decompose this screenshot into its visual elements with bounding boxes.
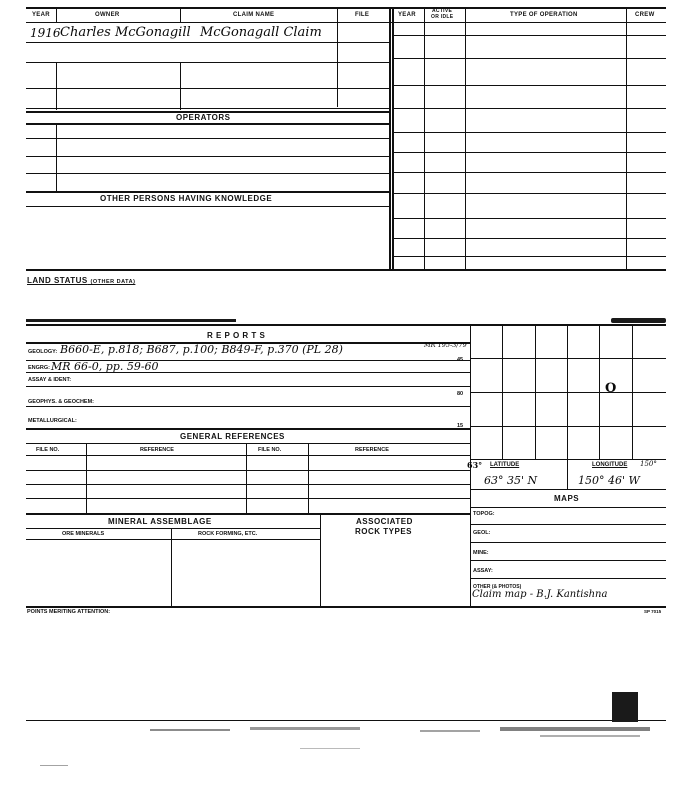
latitude-prefix: 63°	[467, 460, 483, 470]
entry-owner: Charles McGonagill	[60, 25, 191, 40]
latitude-value: 63° 35' N	[484, 474, 538, 487]
latitude-label: LATITUDE	[490, 462, 520, 468]
entry-claim-name: McGonagall Claim	[200, 25, 322, 40]
header-owner: OWNER	[95, 12, 120, 18]
ref-file-no-header: FILE NO.	[36, 447, 60, 453]
land-status-title	[27, 276, 135, 285]
header-claim-name: CLAIM NAME	[233, 12, 275, 18]
engrg-value: MR 66-0, pp. 59-60	[51, 360, 159, 373]
rock-forming-header: ROCK FORMING, ETC.	[198, 531, 258, 537]
form-number: SP 7015	[644, 609, 662, 614]
margin-number-3: 15	[457, 423, 464, 429]
ref-reference-header: REFERENCE	[140, 447, 174, 453]
associated-title: ASSOCIATED	[356, 517, 413, 526]
mineral-assemblage-title: MINERAL ASSEMBLAGE	[108, 517, 212, 526]
header-file: FILE	[355, 12, 370, 18]
header-active: ACTIVE	[432, 8, 453, 14]
entry-year: 1916	[30, 26, 61, 40]
other-persons-title: OTHER PERSONS HAVING KNOWLEDGE	[100, 194, 273, 203]
longitude-label: LONGITUDE	[592, 462, 628, 468]
geophys-label: GEOPHYS. & GEOCHEM:	[28, 399, 95, 405]
map-mine-label: MINE:	[473, 550, 489, 556]
reports-title: R E P O R T S	[207, 331, 266, 340]
map-topog-label: TOPOG:	[473, 511, 495, 517]
margin-number-2: 80	[457, 391, 464, 397]
ref-reference-header-2: REFERENCE	[355, 447, 389, 453]
metallurgical-label: METALLURGICAL:	[28, 418, 77, 424]
geology-value: B660-E, p.818; B687, p.100; B849-F, p.370 (PL 28)	[60, 343, 343, 356]
longitude-suffix: 150°	[640, 460, 657, 468]
header-year-2: YEAR	[398, 12, 416, 18]
land-status-label: LAND STATUS	[27, 276, 88, 285]
land-status-note: (OTHER DATA)	[90, 279, 136, 285]
ref-file-no-header-2: FILE NO.	[258, 447, 282, 453]
ore-minerals-header: ORE MINERALS	[62, 531, 105, 537]
grid-location-marker: O	[605, 381, 617, 396]
geology-margin-note: MR 195-3/79	[424, 341, 467, 349]
header-crew: CREW	[635, 12, 655, 18]
general-references-title: GENERAL REFERENCES	[180, 432, 285, 441]
margin-number-1: 45	[457, 357, 464, 363]
maps-title: MAPS	[554, 494, 580, 503]
points-meriting-attention-label: POINTS MERITING ATTENTION:	[27, 609, 111, 615]
header-or-idle: OR IDLE	[431, 14, 454, 20]
longitude-value: 150° 46' W	[578, 474, 640, 487]
geology-label: GEOLOGY:	[28, 349, 58, 355]
header-year: YEAR	[32, 12, 50, 18]
engrg-label: ENGRG:	[28, 365, 50, 371]
operators-title: OPERATORS	[176, 113, 231, 122]
assay-label: ASSAY & IDENT:	[28, 377, 72, 383]
map-assay-label: ASSAY:	[473, 568, 493, 574]
map-other-value: Claim map - B.J. Kantishna	[472, 589, 608, 600]
map-other-label: OTHER (& PHOTOS)	[473, 584, 522, 590]
header-type-of-operation: TYPE OF OPERATION	[510, 12, 578, 18]
rock-types-title: ROCK TYPES	[355, 527, 413, 536]
map-geol-label: GEOL:	[473, 530, 491, 536]
